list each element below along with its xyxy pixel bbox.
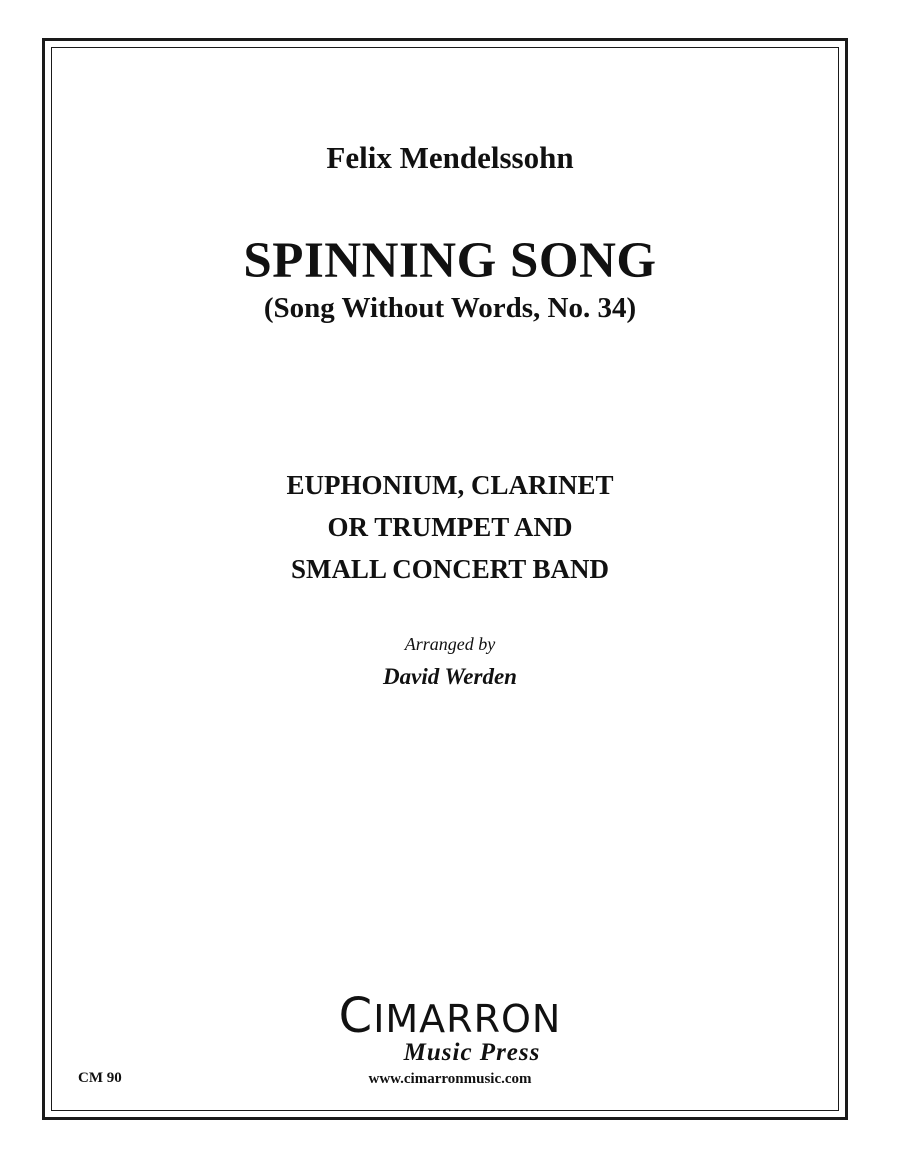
publisher-name-initial: C bbox=[338, 988, 374, 1044]
instrumentation-line: OR TRUMPET AND bbox=[327, 512, 573, 542]
arranged-by-label: Arranged by bbox=[404, 634, 496, 654]
instrumentation bbox=[0, 464, 900, 590]
instrumentation-line: EUPHONIUM, CLARINET bbox=[286, 470, 614, 500]
piece-title: SPINNING SONG bbox=[243, 233, 657, 289]
arranger-name: David Werden bbox=[383, 664, 517, 689]
composer-name: Felix Mendelssohn bbox=[326, 140, 574, 175]
catalog-number: CM 90 bbox=[78, 1070, 122, 1086]
publisher-name-rest: IMARRON bbox=[373, 997, 562, 1041]
publisher-logo bbox=[330, 988, 570, 1088]
publisher-name bbox=[330, 988, 570, 1044]
instrumentation-line: SMALL CONCERT BAND bbox=[290, 554, 610, 584]
piece-subtitle: (Song Without Words, No. 34) bbox=[263, 292, 637, 324]
publisher-subtitle: Music Press bbox=[403, 1039, 541, 1066]
publisher-url[interactable]: www.cimarronmusic.com bbox=[368, 1071, 532, 1087]
